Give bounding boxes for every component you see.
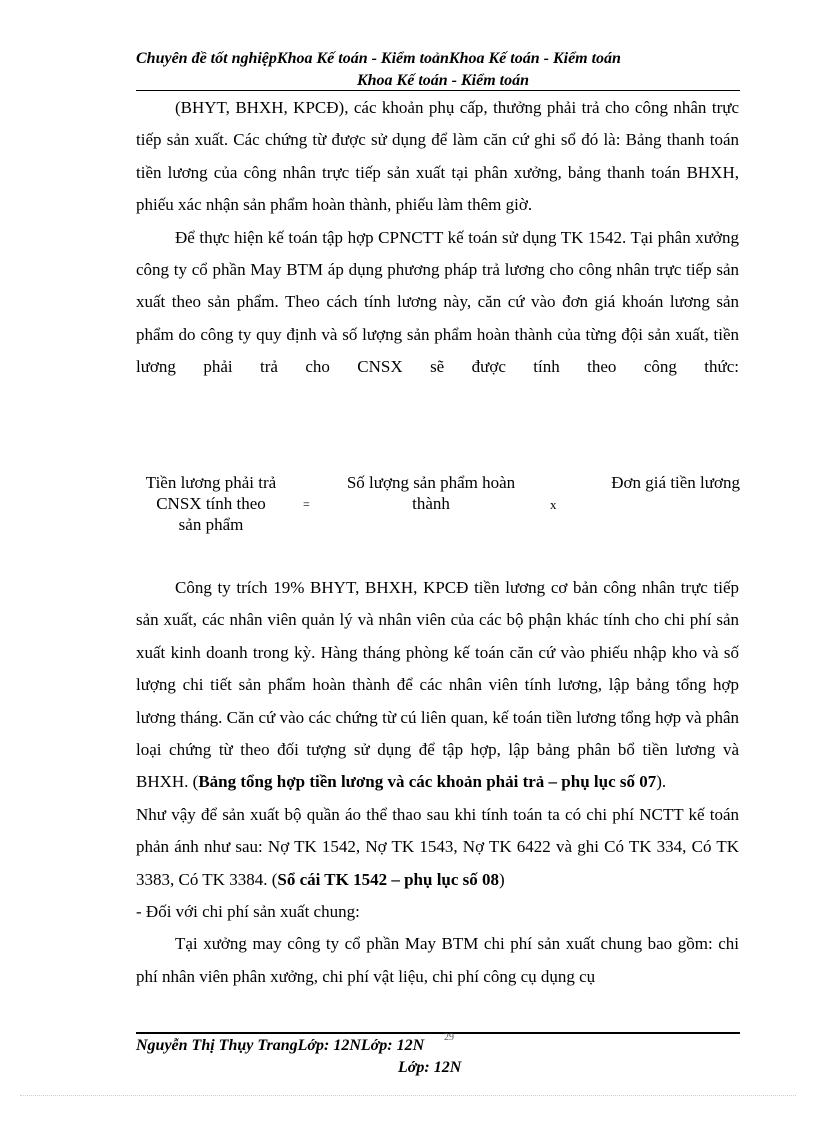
formula-right-term: Đơn giá tiền lương [611, 473, 740, 492]
paragraph-6: Tại xưởng may công ty cổ phần May BTM chi phí sản xuất chung bao gồm: chi phí nhân viên phân xưởng, chi phí vật liệu, chi phí công cụ dụng cụ [136, 934, 739, 986]
footer-line-2: Lớp: 12N [398, 1059, 462, 1076]
formula-equals-sign: = [303, 497, 310, 511]
paragraph-3-text: Công ty trích 19% BHYT, BHXH, KPCĐ tiền lương cơ bản công nhân trực tiếp sản xuất, các nhân viên quản lý và nhân viên của các bộ phận khác tính cho chi phí sản xuất kinh doanh trong kỳ. Hàng tháng phòng kế toán căn cứ vào phiếu nhập kho và số lượng chi tiết sản phẩm hoàn thành để các nhân viên tính lương, lập bảng tổng hợp lương tháng. Căn cứ vào các chứng từ cú liên quan, kế toán tiền lương tổng hợp và phân loại chứng từ theo đối tượng sử dụng để tập hợp, lập bảng phân bổ tiền lương và BHXH. ( [136, 578, 739, 792]
footer-rule [136, 1032, 740, 1034]
formula-left-line-2: CNSX tính theo [156, 494, 266, 513]
body-upper [136, 92, 739, 384]
body-lower [136, 572, 739, 993]
paragraph-2: Để thực hiện kế toán tập hợp CPNCTT kế toán sử dụng TK 1542. Tại phân xưởng công ty cổ phần May BTM áp dụng phương pháp trả lương cho công nhân trực tiếp sản xuất theo sản phẩm. Theo cách tính lương này, căn cứ vào đơn giá khoán lương sản phẩm do công ty quy định và số lượng sản phẩm hoàn thành của từng đội sản xuất, tiền lương phải trả cho CNSX sẽ được tính theo công thức: [136, 227, 739, 377]
page-bottom-dotted-line [20, 1095, 796, 1096]
paragraph-4-text: Như vậy để sản xuất bộ quần áo thể thao sau khi tính toán ta có chi phí NCTT kế toán phản ánh như sau: Nợ TK 1542, Nợ TK 1543, Nợ TK 6422 và ghi Có TK 334, Có TK 3383, Có TK 3384. ( [136, 804, 739, 889]
formula-middle-term [331, 472, 531, 514]
header-line-2: Khoa Kế toán - Kiểm toán [356, 72, 530, 89]
formula-left-line-3: sản phẩm [178, 515, 244, 534]
paragraph-4 [136, 799, 739, 896]
formula-left-line-1: Tiền lương phải trả [145, 473, 277, 492]
formula-middle-line-2: thành [412, 494, 450, 513]
appendix-07-reference: Bảng tổng hợp tiền lương và các khoản phải trả – phụ lục số 07 [198, 772, 657, 792]
footer-line-1: Nguyễn Thị Thụy TrangLớp: 12NLớp: 12N [136, 1037, 425, 1054]
paragraph-4-end: ) [499, 869, 505, 889]
formula-times-sign: x [550, 497, 557, 512]
salary-formula [136, 472, 740, 542]
paragraph-1: (BHYT, BHXH, KPCĐ), các khoản phụ cấp, thưởng phải trả cho công nhân trực tiếp sản xuất. Các chứng từ được sử dụng để làm căn cứ ghi sổ đó là: Bảng thanh toán tiền lương của công nhân trực tiếp sản xuất tại phân xưởng, bảng thanh toán BHXH, phiếu xác nhận sản phẩm hoàn thành, phiếu làm thêm giờ. [136, 98, 739, 215]
page-footer [136, 1035, 740, 1079]
paragraph-3-end: ). [656, 772, 667, 792]
formula-middle-line-1: Số lượng sản phẩm hoàn [346, 473, 516, 492]
appendix-08-reference: Sổ cái TK 1542 – phụ lục số 08 [277, 869, 500, 889]
paragraph-5: - Đối với chi phí sản xuất chung: [136, 902, 360, 922]
header-line-1: Chuyên đề tốt nghiệpKhoa Kế toán - Kiểm toảnKhoa Kế toán - Kiểm toán [136, 50, 621, 67]
page-header [136, 48, 740, 92]
paragraph-3 [136, 572, 739, 799]
header-rule [136, 90, 740, 91]
page-number: 29 [444, 1032, 454, 1043]
formula-left-term [136, 472, 286, 535]
